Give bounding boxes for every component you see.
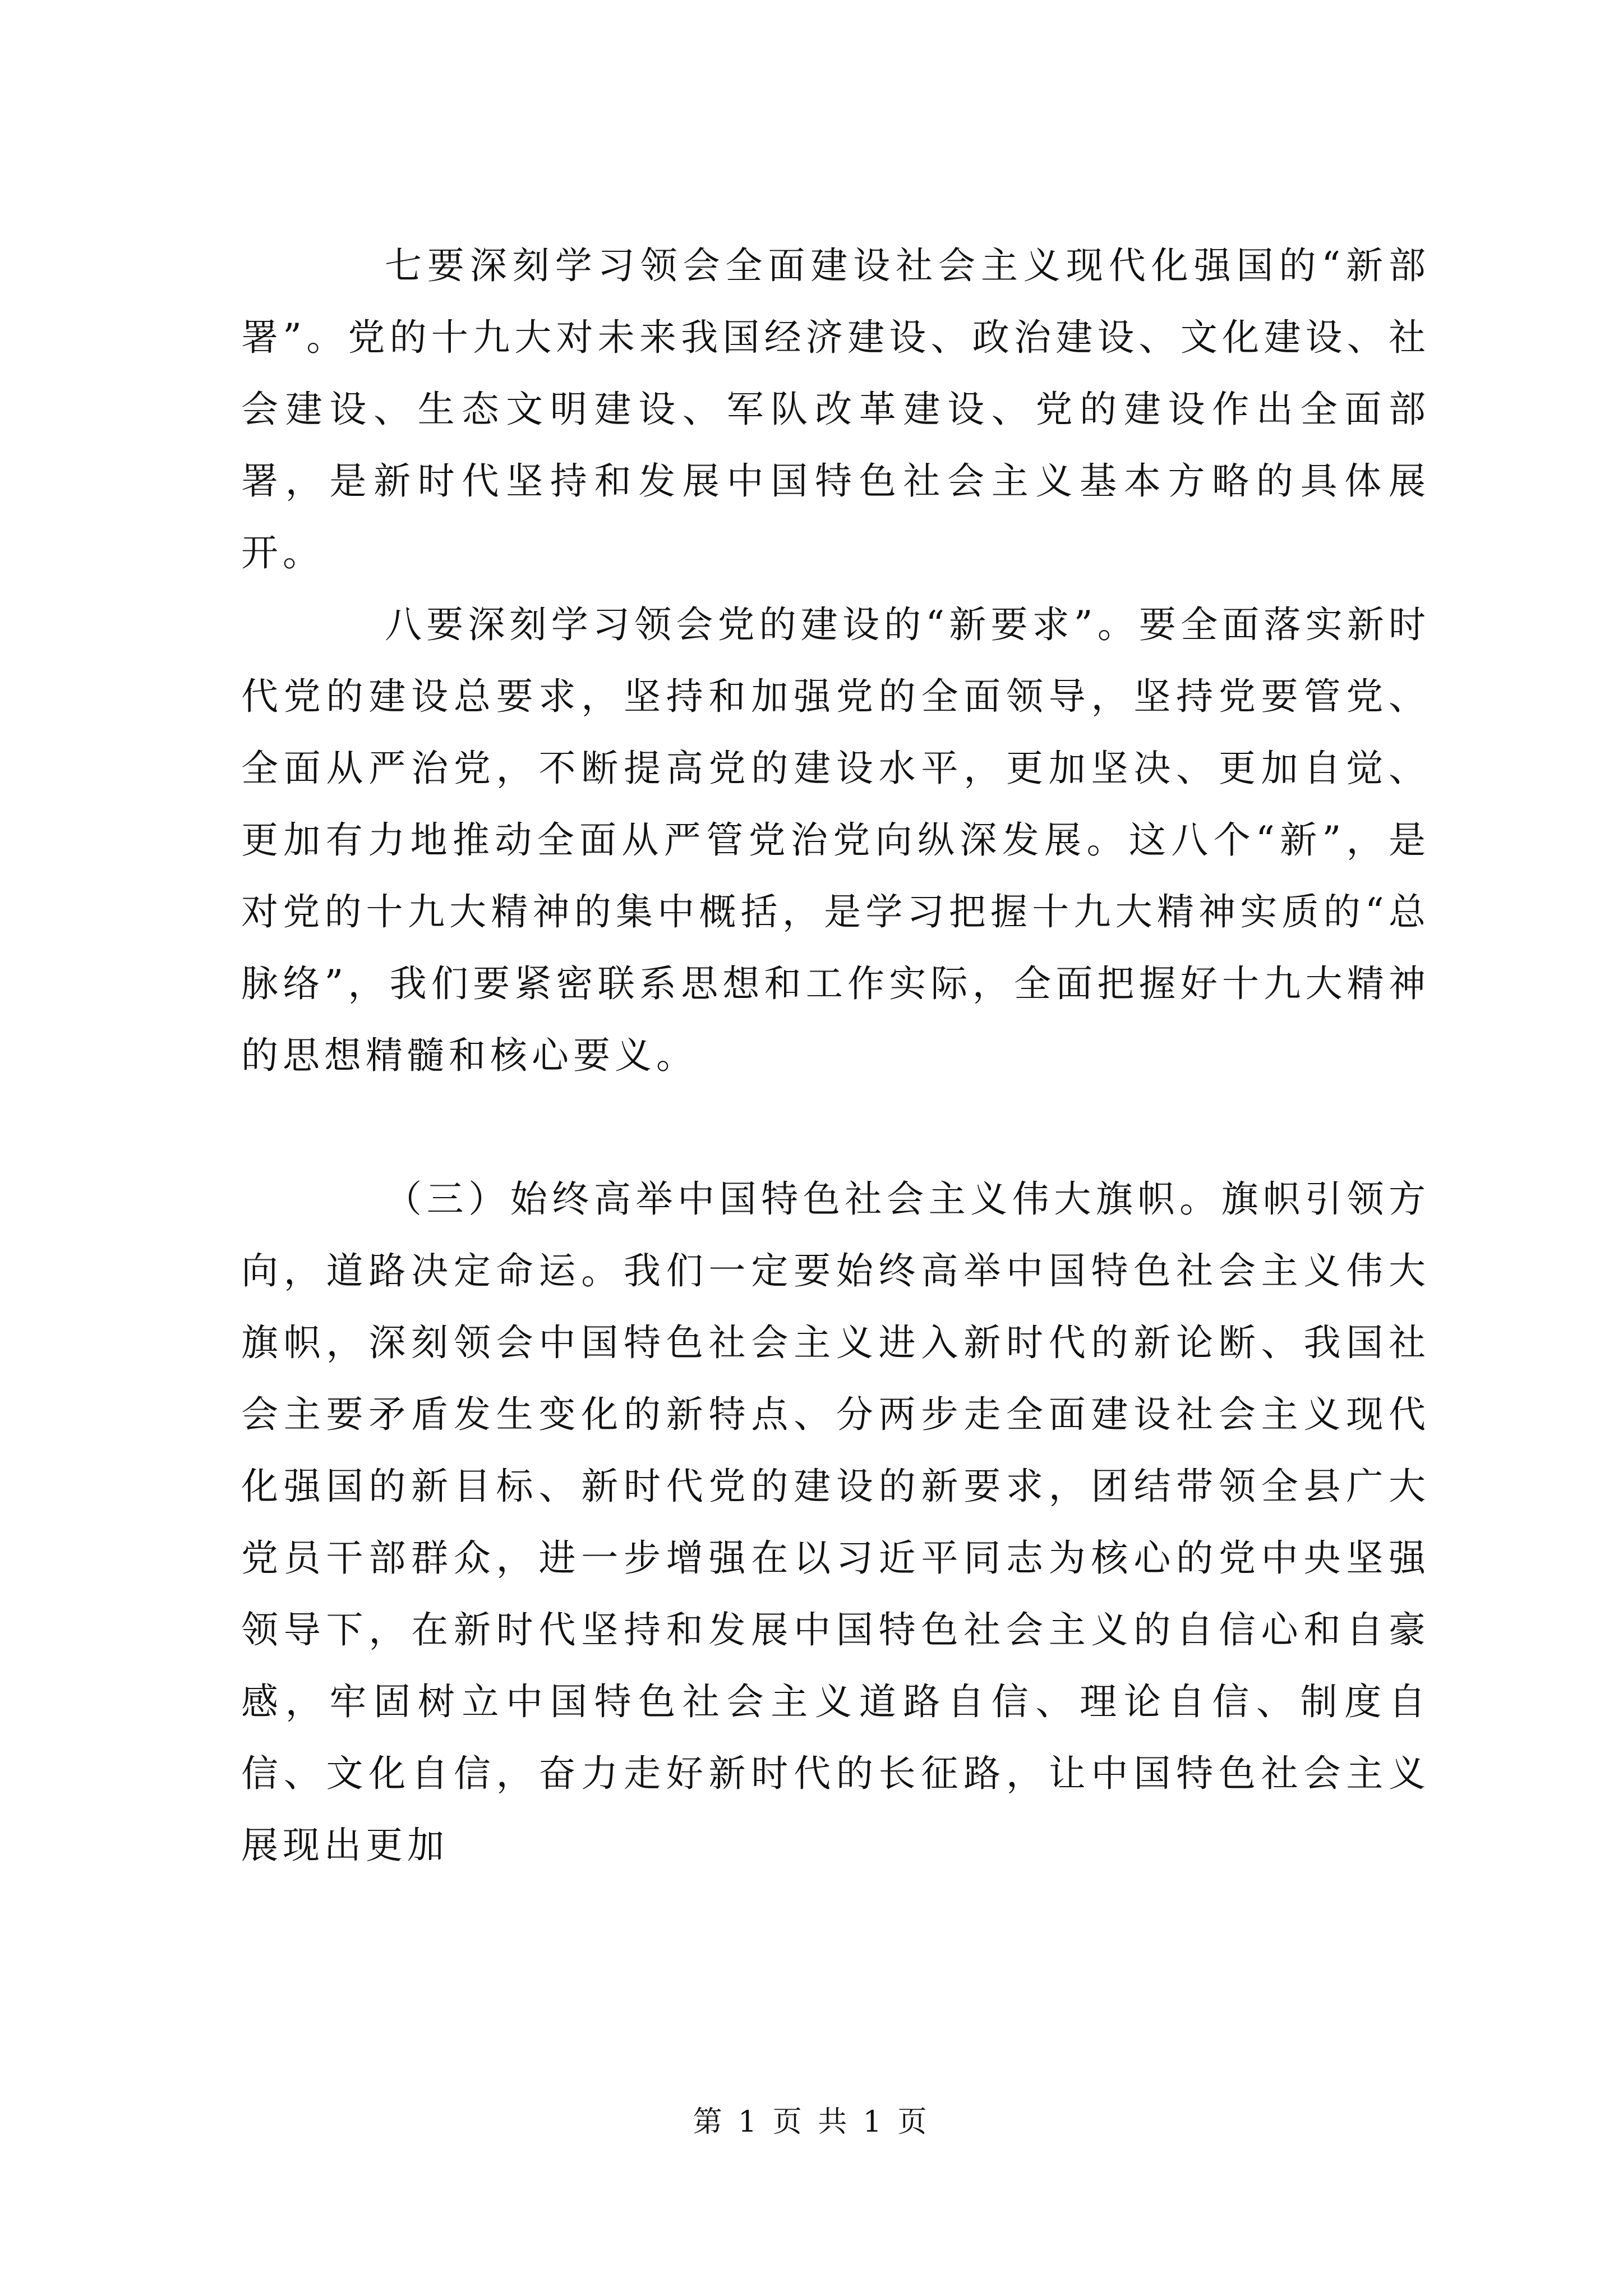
- paragraph-eighth-point: 八要深刻学习领会党的建设的“新要求”。要全面落实新时代党的建设总要求，坚持和加强党的全面领导，坚持党要管党、全面从严治党，不断提高党的建设水平，更加坚决、更加自觉、更加有力地推动全面从严管党治党向纵深发展。这八个“新”，是对党的十九大精神的集中概括，是学习把握十九大精神实质的“总脉络”，我们要紧密联系思想和工作实际，全面把握好十九大精神的思想精髓和核心要义。: [241, 603, 1430, 1077]
- document-body: [241, 230, 1430, 1881]
- paragraph-seventh-point: 七要深刻学习领会全面建设社会主义现代化强国的“新部署”。党的十九大对未来我国经济建设、政治建设、文化建设、社会建设、生态文明建设、军队改革建设、党的建设作出全面部署，是新时代坚持和发展中国特色社会主义基本方略的具体展开。: [241, 244, 1430, 574]
- paragraph-section-three: （三）始终高举中国特色社会主义伟大旗帜。旗帜引领方向，道路决定命运。我们一定要始终高举中国特色社会主义伟大旗帜，深刻领会中国特色社会主义进入新时代的新论断、我国社会主要矛盾发生变化的新特点、分两步走全面建设社会主义现代化强国的新目标、新时代党的建设的新要求，团结带领全县广大党员干部群众，进一步增强在以习近平同志为核心的党中央坚强领导下，在新时代坚持和发展中国特色社会主义的自信心和自豪感，牢固树立中国特色社会主义道路自信、理论自信、制度自信、文化自信，奋力走好新时代的长征路，让中国特色社会主义展现出更加: [241, 1177, 1430, 1867]
- page-footer: 第 1 页 共 1 页: [693, 2105, 930, 2139]
